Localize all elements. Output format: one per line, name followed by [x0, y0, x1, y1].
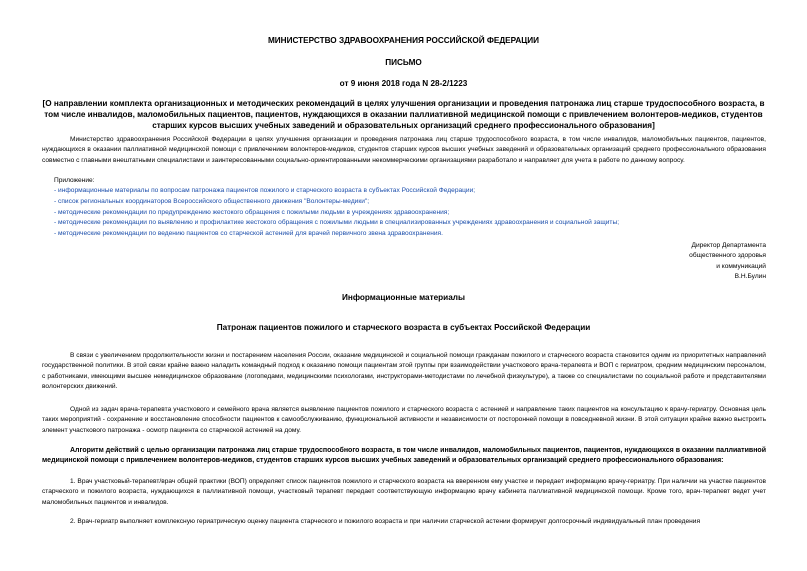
algorithm-heading: Алгоритм действий с целью организации патронажа лиц старше трудоспособного возраста, в том числе инвалидов, маломобильных пациентов, пациентов, нуждающихся в оказании паллиативной медицинской помощи с привлечением волонтеров-медиков, студентов старших курсов высших учебных заведений и образовательных организаций среднего профессионального образования: — [42, 447, 766, 465]
signature-line: и коммуникаций — [716, 262, 766, 270]
attachment-link[interactable]: - методические рекомендации по выявлению и профилактике жестокого обращения с пожилыми людьми в специализированных учреждениях здравоохранения и социальной защиты; — [54, 219, 620, 227]
ministry-title: МИНИСТЕРСТВО ЗДРАВООХРАНЕНИЯ РОССИЙСКОЙ ФЕДЕРАЦИИ — [267, 36, 540, 45]
doc-type: ПИСЬМО — [385, 58, 422, 67]
attachment-link[interactable]: - список региональных координаторов Всероссийского общественного движения "Волонтеры-медики"; — [54, 197, 370, 205]
section-title: Патронаж пациентов пожилого и старческого возраста в субъектах Российской Федерации — [216, 323, 591, 332]
signature-line: Директор Департамента — [691, 242, 766, 249]
doc-date-number: от 9 июня 2018 года N 28-2/1223 — [339, 79, 468, 88]
attachment-link[interactable]: - методические рекомендации по ведению пациентов со старческой астенией для врачей первичного звена здравоохранения. — [54, 230, 443, 238]
attachment-list — [42, 186, 766, 240]
signature-block — [689, 241, 766, 282]
body-paragraph: Одной из задач врача-терапевта участкового и семейного врача является выявление пациентов пожилого и старческого возраста с астенией и направление таких пациентов на консультацию к врачу-гериатру. Основная цель таких мероприятий - сохранение и восстановление способности пациентов к самообслуживанию, функциональной активности и независимости от посторонней помощи в повседневной жизни. В этой ситуации крайне важно выстроить элемент участкового патронажа - осмотр пациента со старческой астенией на дому. — [42, 406, 766, 434]
attachment-label: Приложение: — [54, 177, 95, 184]
signature-name: В.Н.Булин — [734, 272, 766, 280]
body-paragraph: В связи с увеличением продолжительности жизни и постарением населения России, оказание медицинской и социальной помощи гражданам пожилого и старческого возраста становится одним из приоритетных направлений государственной политики. В этой связи крайне важно наладить командный подход к оказанию помощи пациентам этой группы при взаимодействии участкового врача-терапевта и ВОП с гериатром, средним медицинским персоналом, с работниками, имеющими высшее немедицинское образование (логопедами, медицинскими психологами, инструкторами-методистами по лечебной физкультуре), а также со специалистами по социальной работе и представителями волонтерских движений. — [42, 352, 766, 390]
algorithm-item: 1. Врач участковый-терапевт/врач общей практики (ВОП) определяет список пациентов пожилого и старческого возраста на вверенном ему участке и передает информацию врачу-гериатру. При наличии на участке пациентов старческого и пожилого возраста, нуждающихся в паллиативной помощи, участковый терапевт передает соответствующую информацию врачу кабинета паллиативной медицинской помощи. Кроме того, врач-терапевт ведет учет маломобильных пациентов и инвалидов. — [42, 478, 766, 506]
info-title: Информационные материалы — [342, 293, 465, 302]
intro-paragraph: Министерство здравоохранения Российской Федерации в целях улучшения организации и проведения патронажа лиц старше трудоспособного возраста, в том числе инвалидов, маломобильных пациентов, пациентов, нуждающихся в оказании паллиативной медицинской помощи с привлечением волонтеров-медиков, студентов старших курсов высших учебных заведений и образовательных организаций среднего профессионального образования совместно с главными внештатными специалистами и заинтересованными социально-ориентированными некоммерческими организациями разработало и направляет для учета в работе по данному вопросу. — [42, 136, 766, 164]
algorithm-item: 2. Врач-гериатр выполняет комплексную гериатрическую оценку пациента старческого и пожилого возраста и при наличии старческой астении формирует долгосрочный индивидуальный план проведения — [70, 518, 701, 525]
doc-subject: [О направлении комплекта организационных и методических рекомендаций в целях улучшения организации и проведения патронажа лиц старше трудоспособного возраста, в том числе инвалидов, маломобильных пациентов, пациентов, нуждающихся в оказании паллиативной медицинской помощи с привлечением волонтеров-медиков, студентов старших курсов высших учебных заведений и образовательных организаций среднего профессионального образования] — [42, 99, 765, 130]
attachment-link[interactable]: - методические рекомендации по предупреждению жестокого обращения с пожилыми людьми в учреждениях здравоохранения; — [54, 208, 450, 216]
attachment-link[interactable]: - информационные материалы по вопросам патронажа пациентов пожилого и старческого возраста в субъектах Российской Федерации; — [54, 187, 476, 194]
signature-line: общественного здоровья — [689, 252, 766, 260]
